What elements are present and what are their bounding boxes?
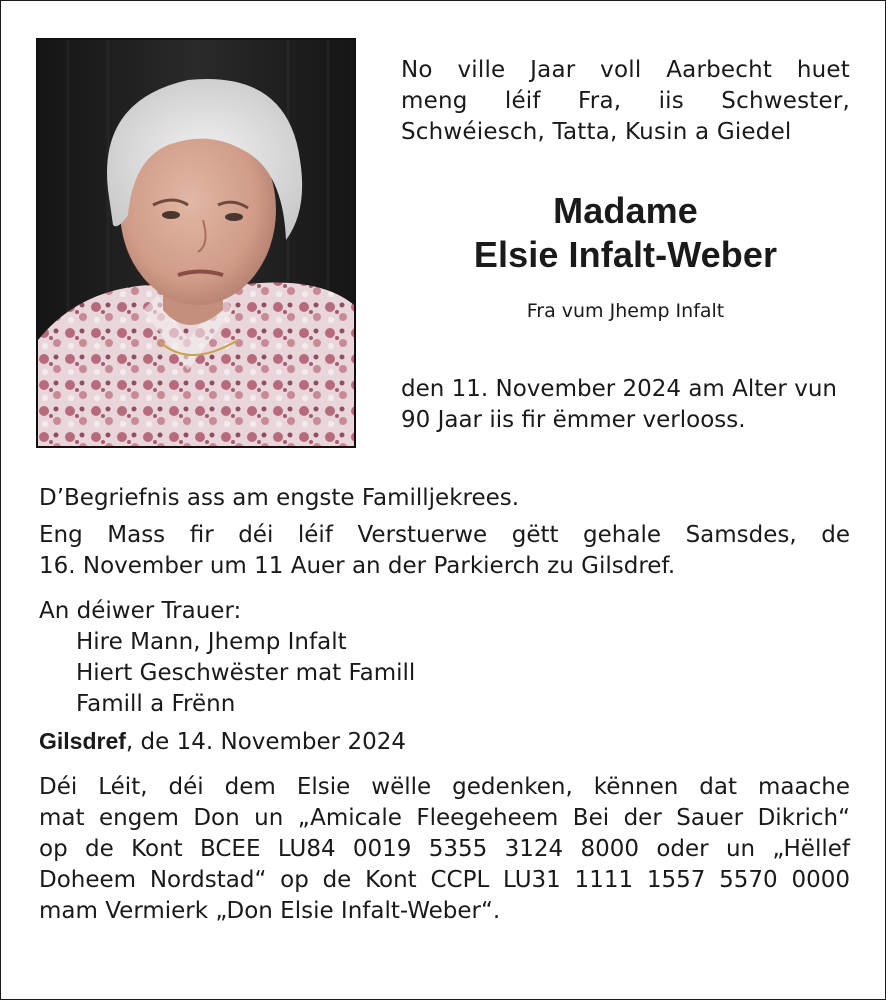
portrait-image [38, 40, 354, 446]
mass-line: Eng Mass fir déi léif Verstuerwe gëtt gehale Samsdes, de [39, 522, 850, 548]
donation-line: Doheem Nordstad“ op de Kont CCPL LU31 1111 1557 5570 0000 [39, 867, 850, 893]
deceased-title: Madame [553, 190, 698, 231]
intro-line: No ville Jaar voll Aarbecht huet [401, 57, 850, 83]
intro-line: meng léif Fra, iis Schwester, [401, 88, 850, 114]
death-notice-line: den 11. November 2024 am Alter vun [401, 376, 837, 402]
mourners-heading: An déiwer Trauer: [39, 598, 242, 624]
burial-text: D’Begriefnis ass am engste Familljekrees. [39, 485, 520, 511]
deceased-relation: Fra vum Jhemp Infalt [526, 300, 725, 322]
donation-line: Déi Léit, déi dem Elsie wëlle gedenken, kënnen dat maache [39, 774, 850, 800]
donation-line: op de Kont BCEE LU84 0019 5355 3124 8000 oder un „Hëllef [39, 836, 850, 862]
death-notice-line: 90 Jaar iis fir ëmmer verlooss. [401, 407, 746, 433]
deceased-name-block [401, 189, 850, 277]
mass-line: 16. November um 11 Auer an der Parkierch zu Gilsdref. [39, 553, 676, 579]
intro-text [401, 55, 850, 148]
mourner-item: Famill a Frënn [76, 691, 236, 717]
mourner-item: Hire Mann, Jhemp Infalt [76, 629, 347, 655]
portrait-photo [36, 38, 356, 448]
place-date [39, 726, 850, 758]
donation-line: mat engem Don un „Amicale Fleegeheem Bei der Sauer Dikrich“ [39, 805, 850, 831]
deceased-name: Elsie Infalt-Weber [473, 234, 778, 275]
intro-line: Schwéiesch, Tatta, Kusin a Giedel [401, 119, 792, 145]
donation-line: mam Vermierk „Don Elsie Infalt-Weber“. [39, 898, 501, 924]
place-name: Gilsdref [39, 728, 126, 754]
death-notice [401, 374, 850, 436]
notice-body [39, 483, 850, 927]
mourner-item: Hiert Geschwëster mat Famill [76, 660, 416, 686]
notice-date: , de 14. November 2024 [125, 729, 406, 755]
